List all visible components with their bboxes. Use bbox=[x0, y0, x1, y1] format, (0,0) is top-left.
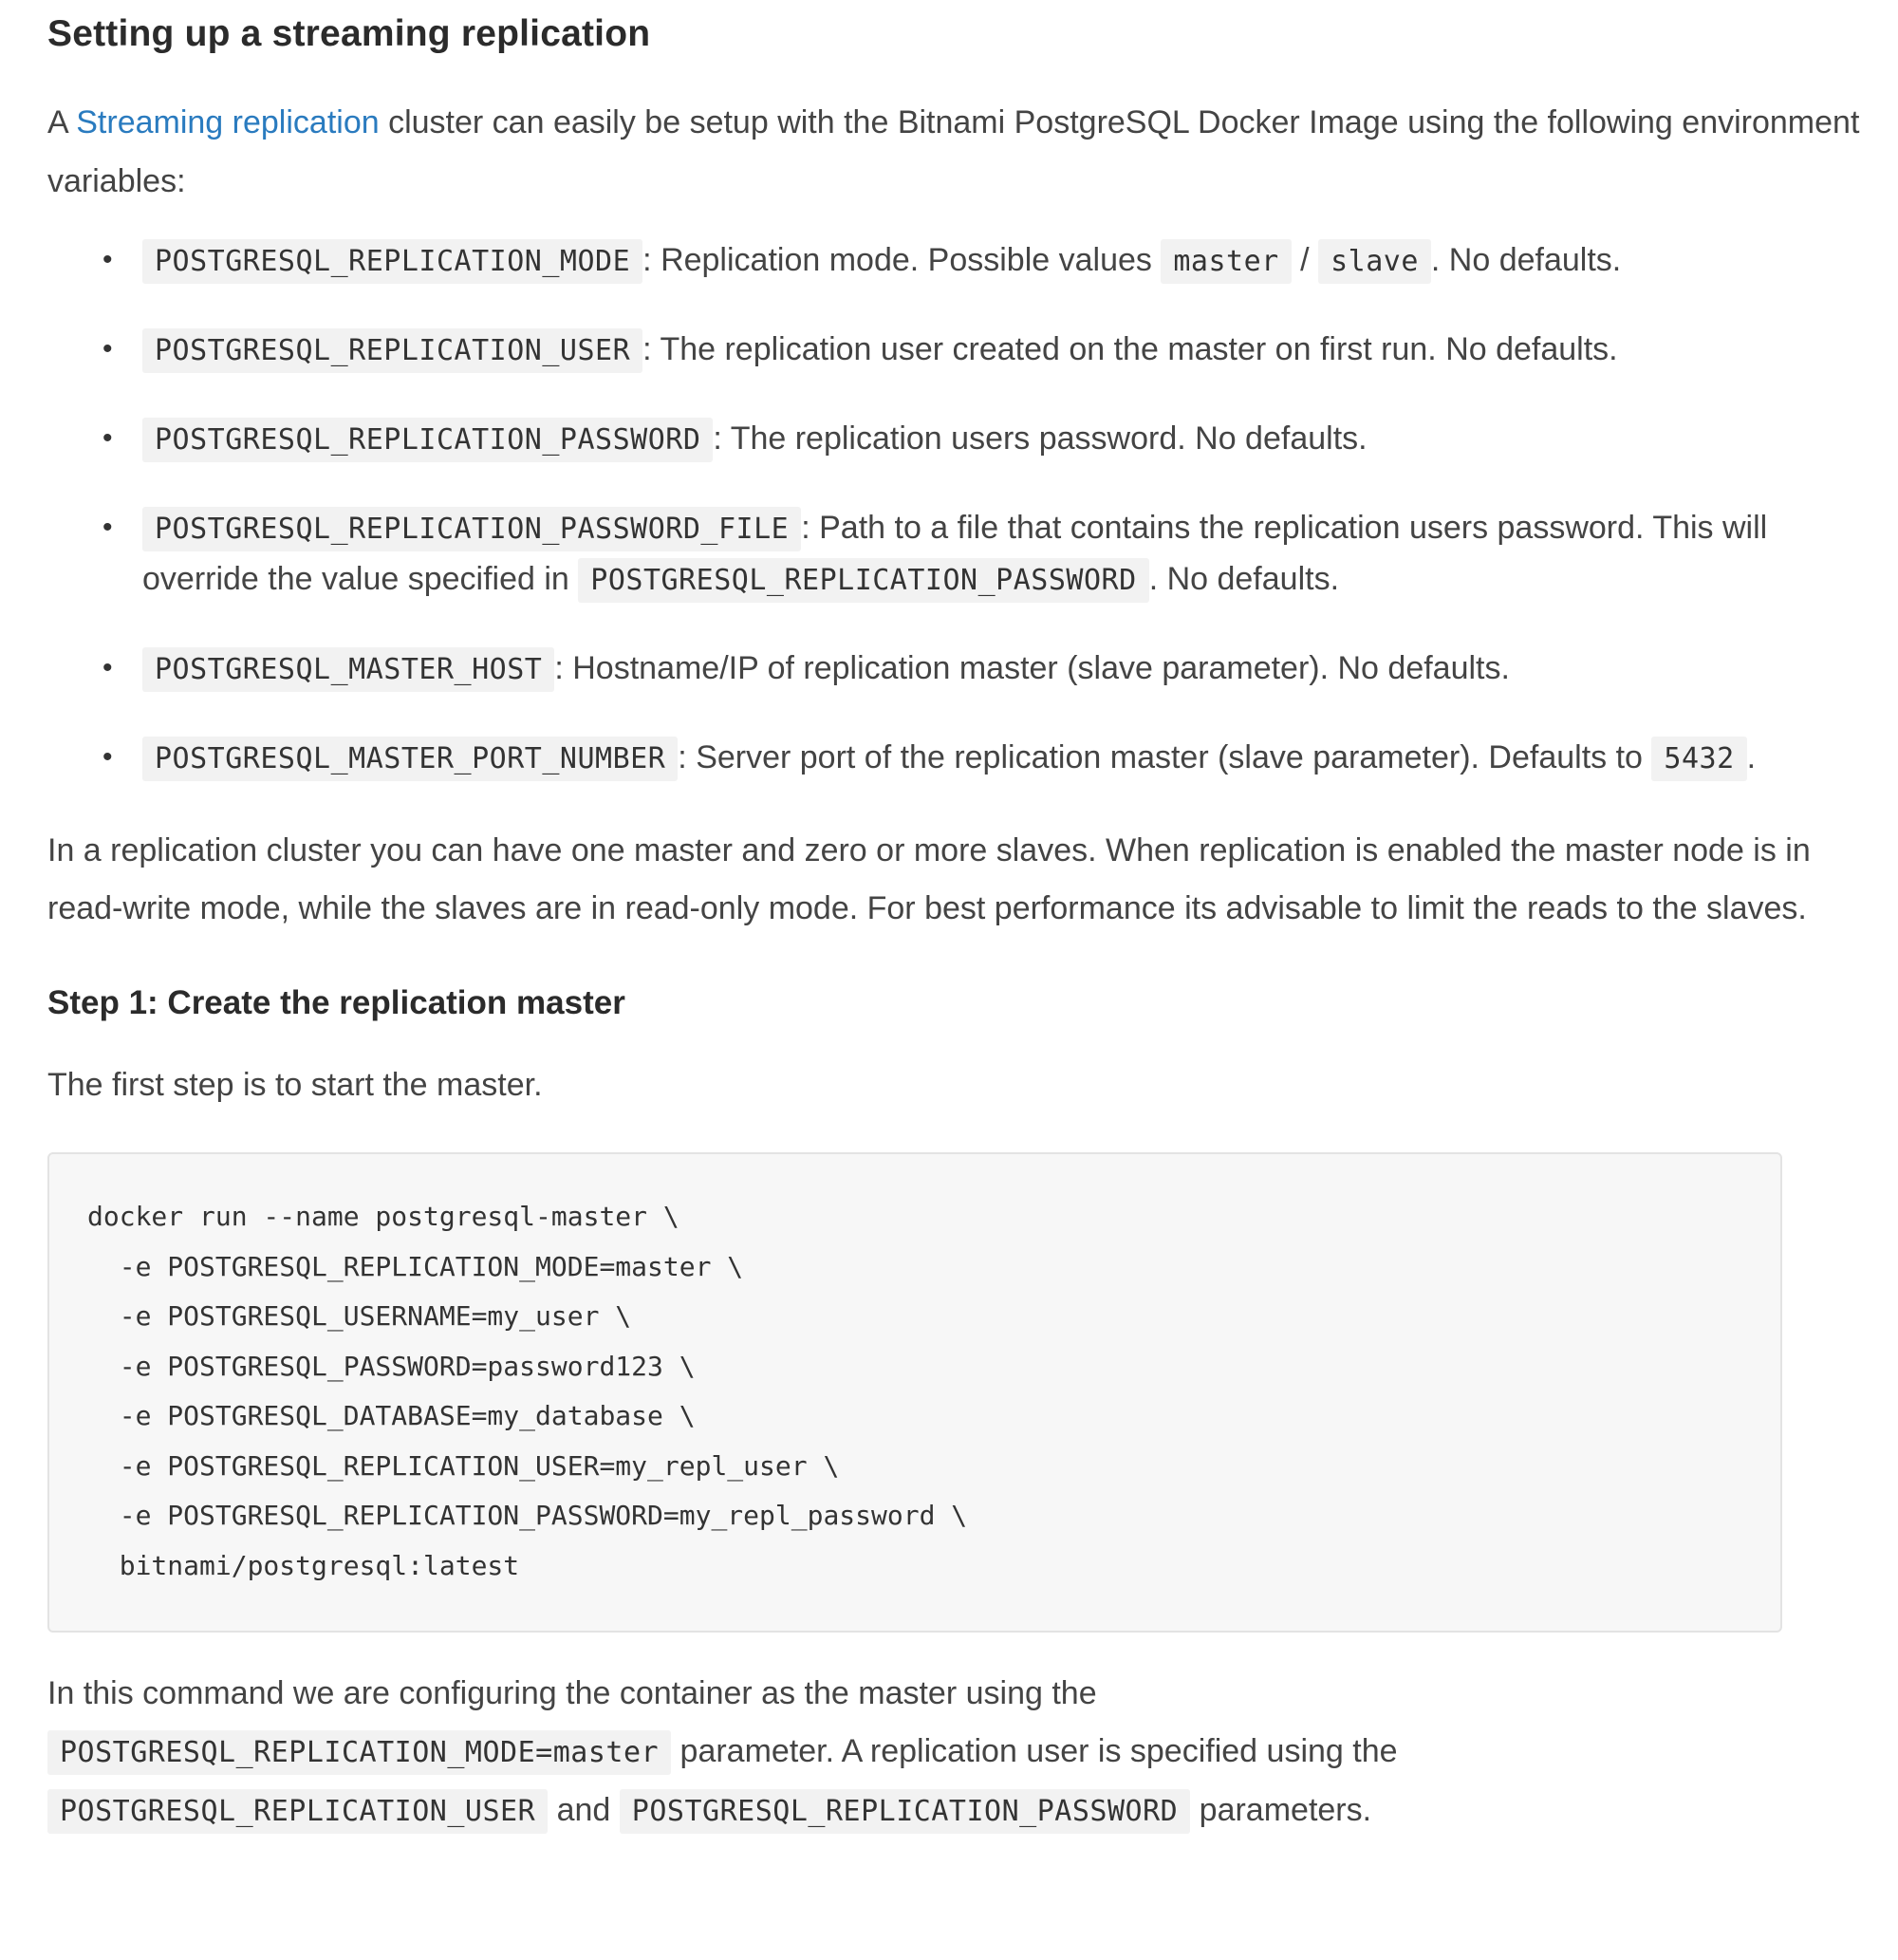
env-var-desc: : The replication users password. No defaults. bbox=[713, 420, 1368, 457]
intro-prefix: A bbox=[47, 104, 77, 140]
env-var-name: POSTGRESQL_MASTER_HOST bbox=[142, 647, 554, 692]
code-line: docker run --name postgresql-master \ bbox=[87, 1201, 679, 1232]
inline-code: POSTGRESQL_REPLICATION_USER bbox=[47, 1789, 548, 1834]
list-item bbox=[47, 503, 1860, 606]
list-item bbox=[47, 235, 1860, 287]
list-item bbox=[47, 414, 1860, 465]
explanation-text: and bbox=[548, 1792, 620, 1828]
code-line: -e POSTGRESQL_DATABASE=my_database \ bbox=[87, 1400, 696, 1431]
explanation-text: parameter. A replication user is specified using the bbox=[671, 1733, 1398, 1769]
inline-code: slave bbox=[1318, 239, 1431, 284]
env-var-desc: . No defaults. bbox=[1430, 242, 1622, 278]
code-block[interactable] bbox=[47, 1152, 1782, 1633]
env-var-desc: . No defaults. bbox=[1148, 561, 1340, 597]
code-line: -e POSTGRESQL_PASSWORD=password123 \ bbox=[87, 1350, 696, 1382]
code-line: -e POSTGRESQL_REPLICATION_MODE=master \ bbox=[87, 1250, 744, 1282]
env-var-desc: : The replication user created on the master on first run. No defaults. bbox=[642, 331, 1618, 367]
intro-paragraph bbox=[47, 93, 1860, 211]
document-page bbox=[47, 0, 1860, 1840]
env-var-desc: . bbox=[1746, 739, 1757, 775]
step-1-text: The first step is to start the master. bbox=[47, 1067, 543, 1103]
env-var-desc: : Path to a file that contains the replication users password. This will override the value specified in bbox=[142, 510, 1768, 597]
bullet-icon: • bbox=[102, 741, 113, 773]
bullet-icon: • bbox=[102, 333, 113, 364]
explanation-text: In this command we are configuring the container as the master using the bbox=[47, 1675, 1097, 1711]
section-title: Setting up a streaming replication bbox=[47, 13, 651, 54]
inline-code: POSTGRESQL_REPLICATION_PASSWORD bbox=[578, 558, 1148, 603]
bullet-icon: • bbox=[102, 422, 113, 454]
env-var-name: POSTGRESQL_REPLICATION_USER bbox=[142, 328, 642, 373]
intro-suffix: cluster can easily be setup with the Bitnami PostgreSQL Docker Image using the following environment variables: bbox=[47, 104, 1860, 199]
explanation-text: parameters. bbox=[1190, 1792, 1372, 1828]
code-line: -e POSTGRESQL_REPLICATION_USER=my_repl_user \ bbox=[87, 1449, 840, 1482]
inline-code: 5432 bbox=[1651, 737, 1746, 781]
streaming-replication-link[interactable]: Streaming replication bbox=[76, 104, 380, 140]
env-var-name: POSTGRESQL_REPLICATION_PASSWORD bbox=[142, 418, 713, 462]
env-var-list bbox=[47, 235, 1860, 784]
inline-code: POSTGRESQL_REPLICATION_PASSWORD bbox=[620, 1789, 1190, 1834]
list-item bbox=[47, 325, 1860, 376]
env-var-desc: : Server port of the replication master (slave parameter). Defaults to bbox=[678, 739, 1652, 775]
env-var-name: POSTGRESQL_MASTER_PORT_NUMBER bbox=[142, 737, 678, 781]
env-var-desc: : Replication mode. Possible values bbox=[642, 242, 1162, 278]
cluster-paragraph: In a replication cluster you can have one master and zero or more slaves. When replication is enabled the master node is in read-write mode, while the slaves are in read-only mode. For best performance its advisable to limit the reads to the slaves. bbox=[47, 832, 1811, 926]
explanation-paragraph bbox=[47, 1665, 1860, 1840]
code-line: bitnami/postgresql:latest bbox=[87, 1549, 520, 1581]
step-1-title: Step 1: Create the replication master bbox=[47, 984, 625, 1021]
env-var-desc: : Hostname/IP of replication master (slave parameter). No defaults. bbox=[554, 650, 1510, 686]
bullet-icon: • bbox=[102, 244, 113, 275]
code-line: -e POSTGRESQL_REPLICATION_PASSWORD=my_repl_password \ bbox=[87, 1500, 968, 1531]
list-item bbox=[47, 733, 1860, 784]
env-var-name: POSTGRESQL_REPLICATION_MODE bbox=[142, 239, 642, 284]
env-var-separator: / bbox=[1291, 242, 1319, 278]
env-var-name: POSTGRESQL_REPLICATION_PASSWORD_FILE bbox=[142, 507, 801, 551]
list-item bbox=[47, 644, 1860, 695]
code-line: -e POSTGRESQL_USERNAME=my_user \ bbox=[87, 1300, 632, 1332]
bullet-icon: • bbox=[102, 652, 113, 683]
bullet-icon: • bbox=[102, 512, 113, 543]
inline-code: POSTGRESQL_REPLICATION_MODE=master bbox=[47, 1730, 671, 1775]
inline-code: master bbox=[1161, 239, 1291, 284]
